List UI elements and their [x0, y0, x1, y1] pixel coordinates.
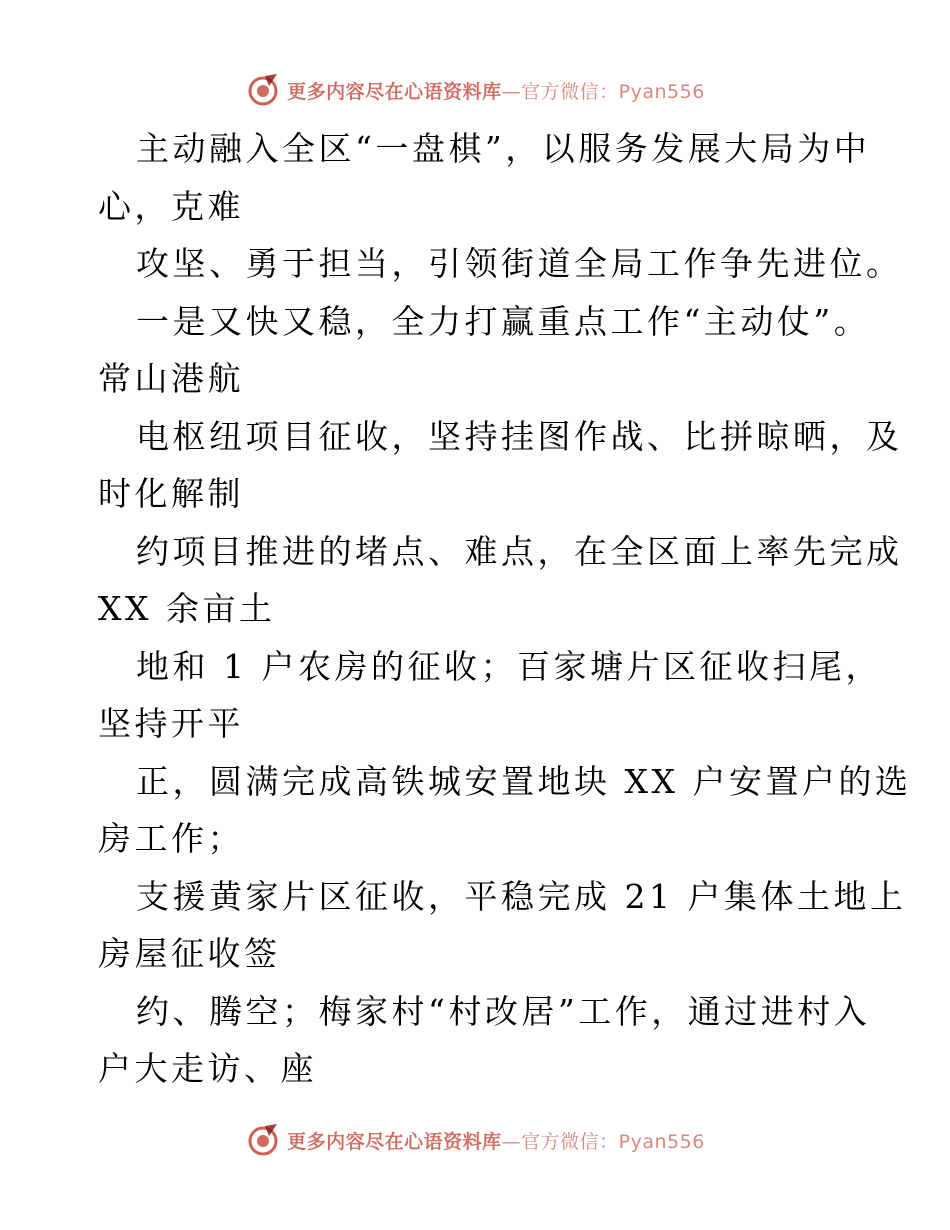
text-line: 电枢纽项目征收，坚持挂图作战、比拼晾晒，及: [136, 416, 903, 456]
text-line: 心，克难: [98, 186, 244, 226]
watermark-text: [287, 77, 705, 104]
document-body: [98, 120, 912, 1098]
text-line: 一是又快又稳，全力打赢重点工作“主动仗”。: [136, 301, 871, 341]
text-line: 主动融入全区“一盘棋”，以服务发展大局为中: [136, 129, 871, 168]
watermark-brand: 更多内容尽在心语资料库: [287, 80, 502, 103]
text-line: 攻坚、勇于担当，引领街道全局工作争先进位。: [136, 244, 903, 283]
text-line: 地和 1 户农房的征收；百家塘片区征收扫尾，: [136, 646, 882, 686]
text-line: XX 余亩土: [98, 589, 276, 628]
text-line: 户大走访、座: [98, 1049, 317, 1088]
footer-watermark: [0, 1120, 950, 1160]
text-line: 约项目推进的堵点、难点，在全区面上率先完成: [136, 531, 903, 571]
text-line: 时化解制: [98, 474, 244, 513]
watermark-contact: —官方微信：Pyan556: [501, 80, 705, 103]
pen-logo-icon: [245, 72, 281, 108]
watermark-brand: 更多内容尽在心语资料库: [287, 1130, 502, 1153]
text-line: 支援黄家片区征收，平稳完成 21 户集体土地上: [136, 876, 907, 916]
text-line: 房屋征收签: [98, 934, 281, 973]
watermark-contact: —官方微信：Pyan556: [501, 1130, 705, 1153]
header-watermark: [0, 70, 950, 110]
text-line: 约、腾空；梅家村“村改居”工作，通过进村入: [136, 991, 871, 1031]
text-line: 常山港航: [98, 359, 244, 398]
text-line: 坚持开平: [98, 704, 244, 743]
text-line: 房工作；: [98, 819, 244, 858]
text-line: 正，圆满完成高铁城安置地块 XX 户安置户的选: [136, 761, 912, 801]
pen-logo-icon: [245, 1122, 281, 1158]
watermark-text: [287, 1127, 705, 1154]
